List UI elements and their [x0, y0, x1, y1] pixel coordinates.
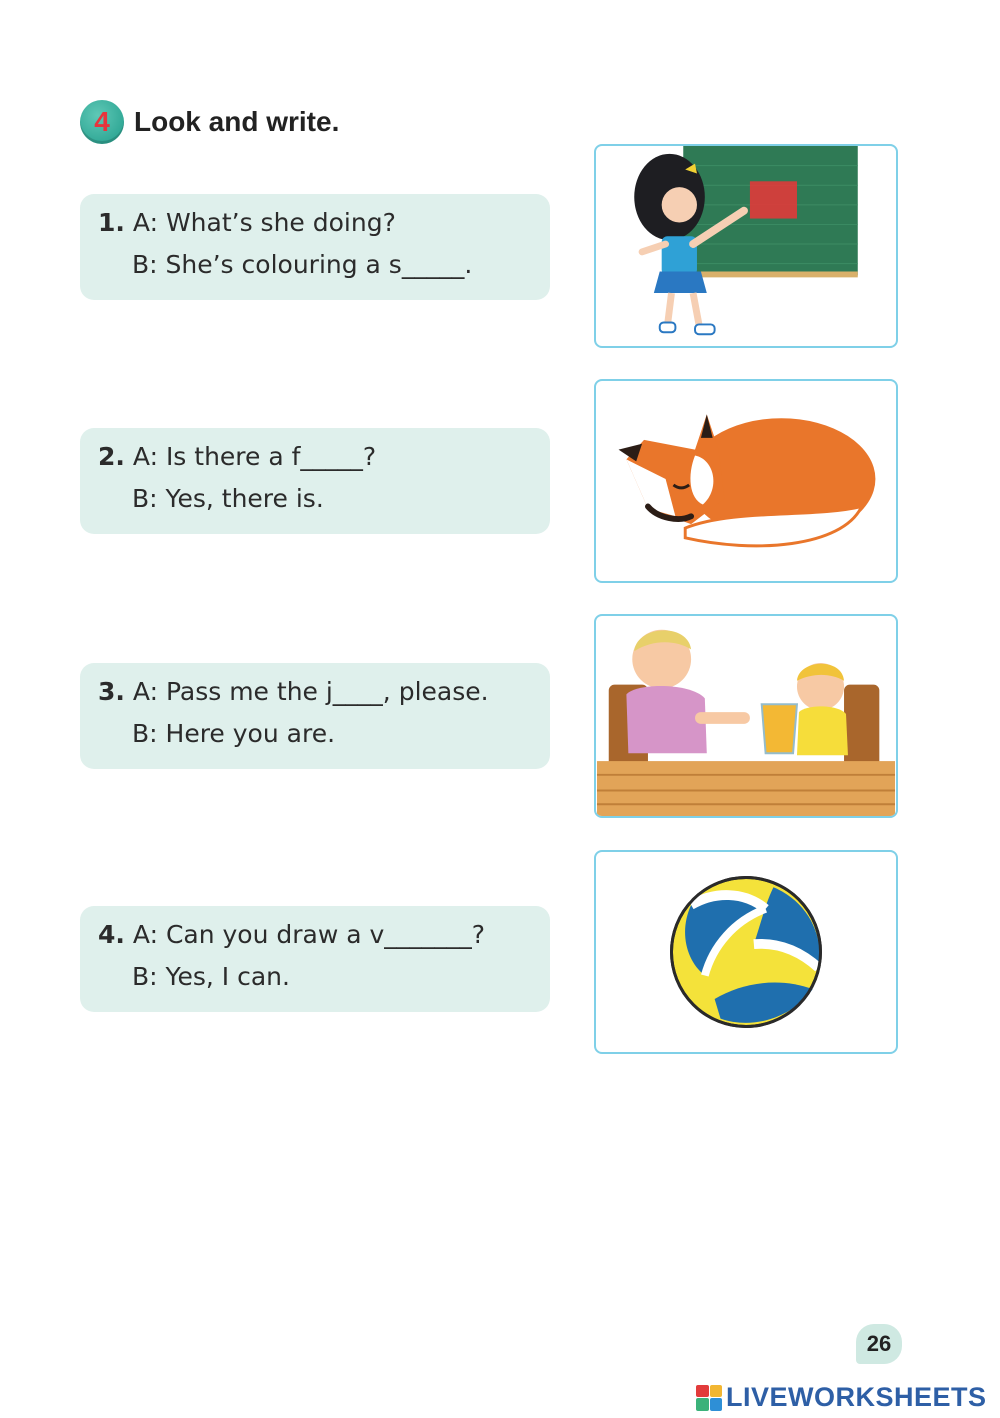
page-number: 26 [856, 1324, 902, 1364]
question-line-b: B: Yes, I can. [132, 962, 290, 991]
question-box-4 [80, 906, 550, 1012]
exercise-number-badge [80, 100, 124, 144]
juice-table-icon [596, 616, 896, 816]
question-number: 1. [98, 208, 125, 237]
picture-frame-2 [594, 379, 898, 583]
sleeping-fox-icon [596, 381, 896, 581]
question-number: 2. [98, 442, 125, 471]
picture-frame-3 [594, 614, 898, 818]
question-line-b: B: She’s colouring a s_____. [132, 250, 473, 279]
girl-painting-icon [596, 146, 896, 346]
question-box-2 [80, 428, 550, 534]
question-line-a: A: Pass me the j____, please. [132, 677, 489, 706]
picture-frame-4 [594, 850, 898, 1054]
volleyball-icon [596, 852, 896, 1052]
picture-frame-1 [594, 144, 898, 348]
question-box-3 [80, 663, 550, 769]
question-line-b: B: Yes, there is. [132, 484, 324, 513]
brand-logo-icon [696, 1385, 722, 1411]
brand-watermark [696, 1382, 987, 1413]
question-line-b: B: Here you are. [132, 719, 336, 748]
brand-name: LIVEWORKSHEETS [726, 1382, 987, 1412]
question-number: 3. [98, 677, 125, 706]
exercise-header [80, 100, 339, 144]
exercise-number: 4 [94, 106, 110, 137]
question-line-a: A: Can you draw a v_______? [132, 920, 486, 949]
exercise-title: Look and write. [134, 106, 340, 137]
question-number: 4. [98, 920, 125, 949]
question-box-1 [80, 194, 550, 300]
question-line-a: A: What’s she doing? [132, 208, 396, 237]
question-line-a: A: Is there a f_____? [132, 442, 377, 471]
